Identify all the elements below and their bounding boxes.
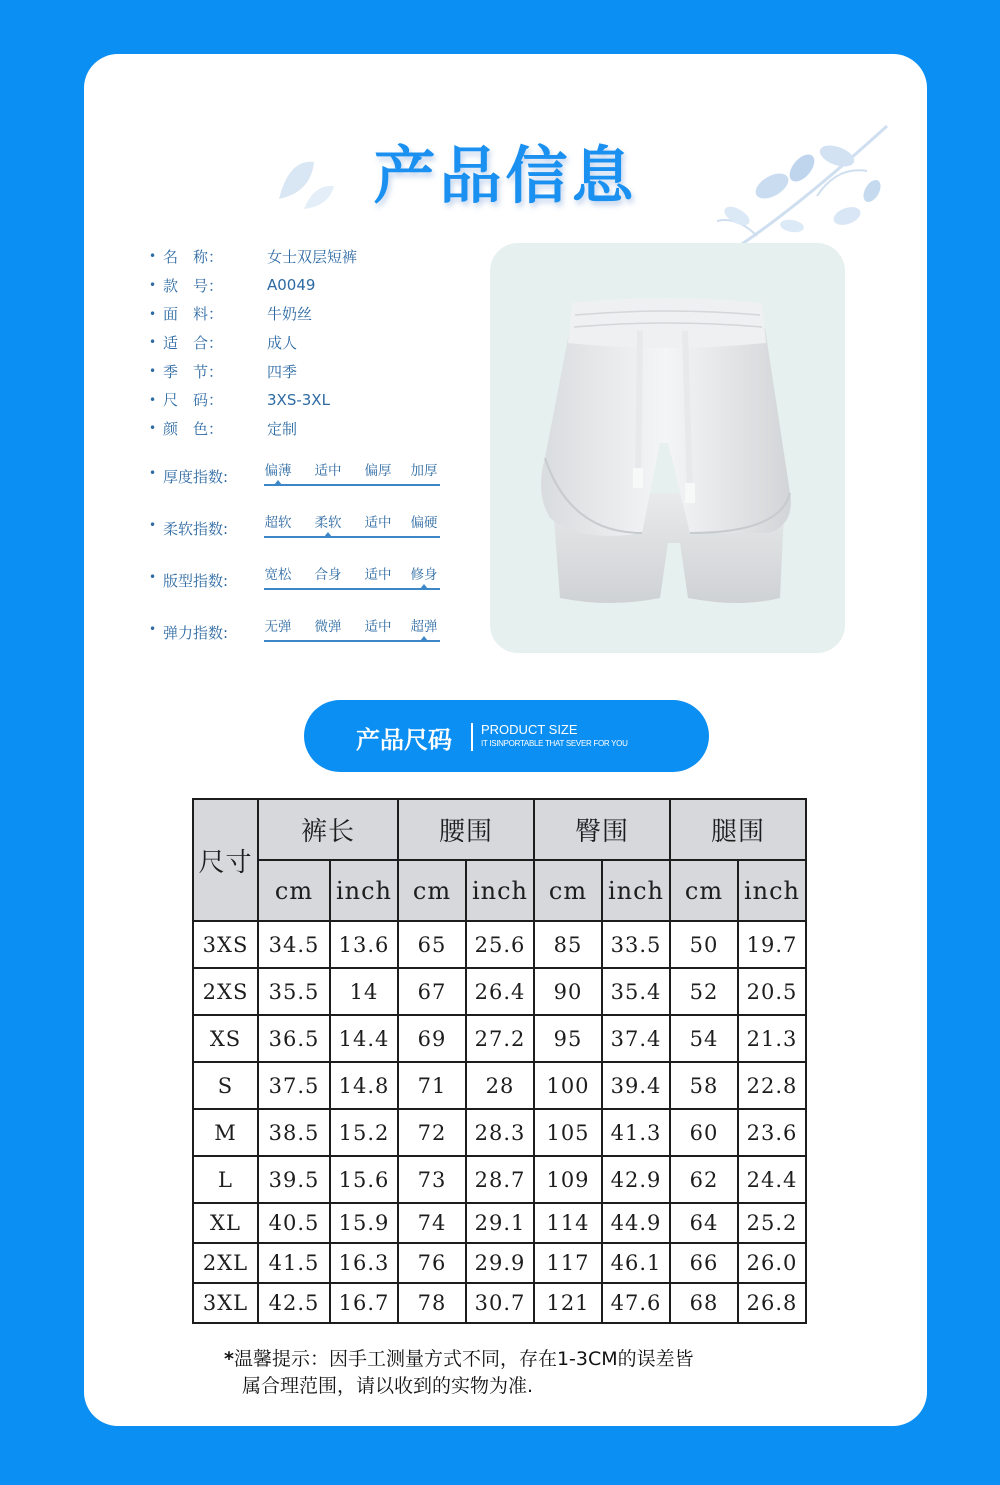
table-cell: 69 xyxy=(398,1015,466,1062)
table-cell: 38.5 xyxy=(258,1109,330,1156)
table-cell: 65 xyxy=(398,921,466,968)
table-cell: 37.4 xyxy=(602,1015,670,1062)
index-scale-line xyxy=(264,588,440,590)
table-cell: 100 xyxy=(534,1062,602,1109)
group-header: 臀围 xyxy=(534,799,670,860)
table-cell: 37.5 xyxy=(258,1062,330,1109)
table-cell: 15.2 xyxy=(330,1109,398,1156)
index-option: 偏硬 xyxy=(410,515,438,531)
index-option: 微弹 xyxy=(314,619,342,635)
spec-value: 四季 xyxy=(267,362,298,381)
bullet-dot-icon: • xyxy=(149,570,157,584)
table-cell: 40.5 xyxy=(258,1203,330,1243)
index-option: 宽松 xyxy=(264,567,292,583)
table-cell: 67 xyxy=(398,968,466,1015)
unit-header: inch xyxy=(466,860,534,921)
table-cell: 105 xyxy=(534,1109,602,1156)
table-cell: 54 xyxy=(670,1015,738,1062)
table-cell: 29.1 xyxy=(466,1203,534,1243)
unit-header: cm xyxy=(534,860,602,921)
index-label: 版型指数: xyxy=(163,572,229,590)
index-option: 超软 xyxy=(264,515,292,531)
product-photo xyxy=(490,243,845,653)
table-cell: 68 xyxy=(670,1283,738,1323)
spec-label: 适 合： xyxy=(163,333,224,352)
size-label-cell: 3XL xyxy=(193,1283,258,1323)
table-cell: 19.7 xyxy=(738,921,806,968)
note-line xyxy=(224,1346,824,1373)
table-cell: 27.2 xyxy=(466,1015,534,1062)
size-table xyxy=(192,798,807,1324)
group-header: 腰围 xyxy=(398,799,534,860)
note-text: 温馨提示：因手工测量方式不同，存在1-3CM的误差皆 xyxy=(233,1348,694,1370)
table-row xyxy=(193,1062,806,1109)
table-cell: 90 xyxy=(534,968,602,1015)
size-label-cell: XS xyxy=(193,1015,258,1062)
table-row xyxy=(193,1203,806,1243)
size-label-cell: XL xyxy=(193,1203,258,1243)
index-marker-icon xyxy=(274,480,282,485)
spec-value: 3XS-3XL xyxy=(267,390,330,409)
table-cell: 41.5 xyxy=(258,1243,330,1283)
index-scale xyxy=(264,563,440,595)
spec-value: 女士双层短裤 xyxy=(267,247,358,266)
table-cell: 71 xyxy=(398,1062,466,1109)
size-label-cell: L xyxy=(193,1156,258,1203)
banner-title-cn: 产品尺码 xyxy=(356,726,452,754)
table-cell: 26.8 xyxy=(738,1283,806,1323)
spec-value: 成人 xyxy=(267,333,298,352)
table-cell: 47.6 xyxy=(602,1283,670,1323)
index-scale-line xyxy=(264,484,440,486)
table-cell: 52 xyxy=(670,968,738,1015)
table-cell: 95 xyxy=(534,1015,602,1062)
index-row-softness xyxy=(149,511,449,563)
table-cell: 46.1 xyxy=(602,1243,670,1283)
spec-value: 定制 xyxy=(267,419,298,438)
bullet-dot-icon: • xyxy=(149,306,157,321)
spec-label: 款 号： xyxy=(163,276,224,295)
spec-row xyxy=(149,299,357,328)
index-option: 偏薄 xyxy=(264,463,292,479)
spec-label: 面 料： xyxy=(163,305,224,324)
table-cell: 117 xyxy=(534,1243,602,1283)
table-cell: 85 xyxy=(534,921,602,968)
unit-header: cm xyxy=(258,860,330,921)
table-cell: 14.8 xyxy=(330,1062,398,1109)
index-scale xyxy=(264,511,440,543)
table-cell: 39.4 xyxy=(602,1062,670,1109)
index-option: 适中 xyxy=(364,515,392,531)
table-cell: 35.5 xyxy=(258,968,330,1015)
index-scale-line xyxy=(264,536,440,538)
bullet-dot-icon: • xyxy=(149,622,157,636)
unit-header: cm xyxy=(670,860,738,921)
table-cell: 73 xyxy=(398,1156,466,1203)
table-row xyxy=(193,1156,806,1203)
table-cell: 50 xyxy=(670,921,738,968)
table-cell: 72 xyxy=(398,1109,466,1156)
table-row xyxy=(193,1283,806,1323)
unit-header: inch xyxy=(738,860,806,921)
index-option: 适中 xyxy=(364,619,392,635)
index-marker-icon xyxy=(420,584,428,589)
spec-label: 尺 码： xyxy=(163,391,224,410)
unit-header: inch xyxy=(602,860,670,921)
size-label-cell: 2XL xyxy=(193,1243,258,1283)
table-cell: 16.7 xyxy=(330,1283,398,1323)
index-label: 弹力指数: xyxy=(163,624,229,642)
group-header: 裤长 xyxy=(258,799,398,860)
index-option: 柔软 xyxy=(314,515,342,531)
bullet-dot-icon: • xyxy=(149,249,157,264)
table-cell: 60 xyxy=(670,1109,738,1156)
spec-label: 季 节： xyxy=(163,362,224,381)
banner-separator xyxy=(471,723,473,751)
spec-value: A0049 xyxy=(267,276,316,295)
index-row-elasticity xyxy=(149,615,449,667)
table-cell: 42.9 xyxy=(602,1156,670,1203)
table-cell: 42.5 xyxy=(258,1283,330,1323)
index-option: 合身 xyxy=(314,567,342,583)
spec-row xyxy=(149,328,357,357)
index-label: 厚度指数: xyxy=(163,468,229,486)
table-cell: 35.4 xyxy=(602,968,670,1015)
bullet-dot-icon: • xyxy=(149,518,157,532)
table-cell: 44.9 xyxy=(602,1203,670,1243)
table-cell: 109 xyxy=(534,1156,602,1203)
spec-row xyxy=(149,414,357,443)
double-layer-shorts-image xyxy=(490,243,845,653)
index-option: 适中 xyxy=(364,567,392,583)
size-corner-header: 尺寸 xyxy=(193,799,258,921)
spec-list xyxy=(149,242,357,443)
table-cell: 36.5 xyxy=(258,1015,330,1062)
unit-header: cm xyxy=(398,860,466,921)
page-title: 产品信息 xyxy=(373,139,638,212)
table-cell: 21.3 xyxy=(738,1015,806,1062)
table-cell: 121 xyxy=(534,1283,602,1323)
index-marker-icon xyxy=(420,636,428,641)
table-cell: 26.0 xyxy=(738,1243,806,1283)
index-option: 修身 xyxy=(410,567,438,583)
table-cell: 25.2 xyxy=(738,1203,806,1243)
measurement-note xyxy=(224,1346,824,1400)
spec-row xyxy=(149,385,357,414)
size-label-cell: 3XS xyxy=(193,921,258,968)
table-row xyxy=(193,1109,806,1156)
table-cell: 39.5 xyxy=(258,1156,330,1203)
spec-label: 名 称： xyxy=(163,247,224,266)
index-list xyxy=(149,459,449,667)
table-cell: 28.3 xyxy=(466,1109,534,1156)
bullet-dot-icon: • xyxy=(149,278,157,293)
table-cell: 66 xyxy=(670,1243,738,1283)
index-option: 适中 xyxy=(314,463,342,479)
banner-subtitle: IT ISINPORTABLE THAT SEVER FOR YOU xyxy=(481,739,628,748)
table-cell: 24.4 xyxy=(738,1156,806,1203)
table-row xyxy=(193,1243,806,1283)
index-option: 偏厚 xyxy=(364,463,392,479)
table-cell: 29.9 xyxy=(466,1243,534,1283)
spec-value: 牛奶丝 xyxy=(267,305,313,324)
size-label-cell: S xyxy=(193,1062,258,1109)
table-row xyxy=(193,968,806,1015)
table-cell: 78 xyxy=(398,1283,466,1323)
size-label-cell: 2XS xyxy=(193,968,258,1015)
table-cell: 64 xyxy=(670,1203,738,1243)
product-card xyxy=(84,54,927,1426)
table-cell: 33.5 xyxy=(602,921,670,968)
unit-header: inch xyxy=(330,860,398,921)
table-cell: 62 xyxy=(670,1156,738,1203)
index-option: 无弹 xyxy=(264,619,292,635)
index-marker-icon xyxy=(324,532,332,537)
table-cell: 28 xyxy=(466,1062,534,1109)
index-scale xyxy=(264,459,440,491)
table-cell: 58 xyxy=(670,1062,738,1109)
table-cell: 41.3 xyxy=(602,1109,670,1156)
table-cell: 22.8 xyxy=(738,1062,806,1109)
table-cell: 26.4 xyxy=(466,968,534,1015)
spec-label: 颜 色： xyxy=(163,419,224,438)
table-cell: 13.6 xyxy=(330,921,398,968)
table-cell: 114 xyxy=(534,1203,602,1243)
bullet-dot-icon: • xyxy=(149,364,157,379)
note-line: 属合理范围，请以收到的实物为准. xyxy=(242,1375,534,1397)
table-cell: 15.9 xyxy=(330,1203,398,1243)
table-cell: 14.4 xyxy=(330,1015,398,1062)
table-row xyxy=(193,921,806,968)
index-option: 超弹 xyxy=(410,619,438,635)
index-option: 加厚 xyxy=(410,463,438,479)
index-scale xyxy=(264,615,440,647)
table-cell: 76 xyxy=(398,1243,466,1283)
index-row-fit xyxy=(149,563,449,615)
table-cell: 30.7 xyxy=(466,1283,534,1323)
table-cell: 23.6 xyxy=(738,1109,806,1156)
bullet-dot-icon: • xyxy=(149,392,157,407)
size-table-body xyxy=(193,921,806,1323)
table-cell: 74 xyxy=(398,1203,466,1243)
table-cell: 25.6 xyxy=(466,921,534,968)
table-cell: 34.5 xyxy=(258,921,330,968)
table-cell: 20.5 xyxy=(738,968,806,1015)
banner-title-en: PRODUCT SIZE xyxy=(481,722,578,737)
bullet-dot-icon: • xyxy=(149,335,157,350)
spec-row xyxy=(149,357,357,386)
size-label-cell: M xyxy=(193,1109,258,1156)
note-star: * xyxy=(224,1348,234,1370)
table-cell: 28.7 xyxy=(466,1156,534,1203)
index-row-thickness xyxy=(149,459,449,511)
bullet-dot-icon: • xyxy=(149,421,157,436)
index-label: 柔软指数: xyxy=(163,520,229,538)
table-cell: 16.3 xyxy=(330,1243,398,1283)
product-size-banner xyxy=(304,700,709,772)
bullet-dot-icon: • xyxy=(149,466,157,480)
table-row xyxy=(193,1015,806,1062)
spec-row xyxy=(149,271,357,300)
group-header: 腿围 xyxy=(670,799,806,860)
table-cell: 14 xyxy=(330,968,398,1015)
index-scale-line xyxy=(264,640,440,642)
spec-row xyxy=(149,242,357,271)
table-cell: 15.6 xyxy=(330,1156,398,1203)
